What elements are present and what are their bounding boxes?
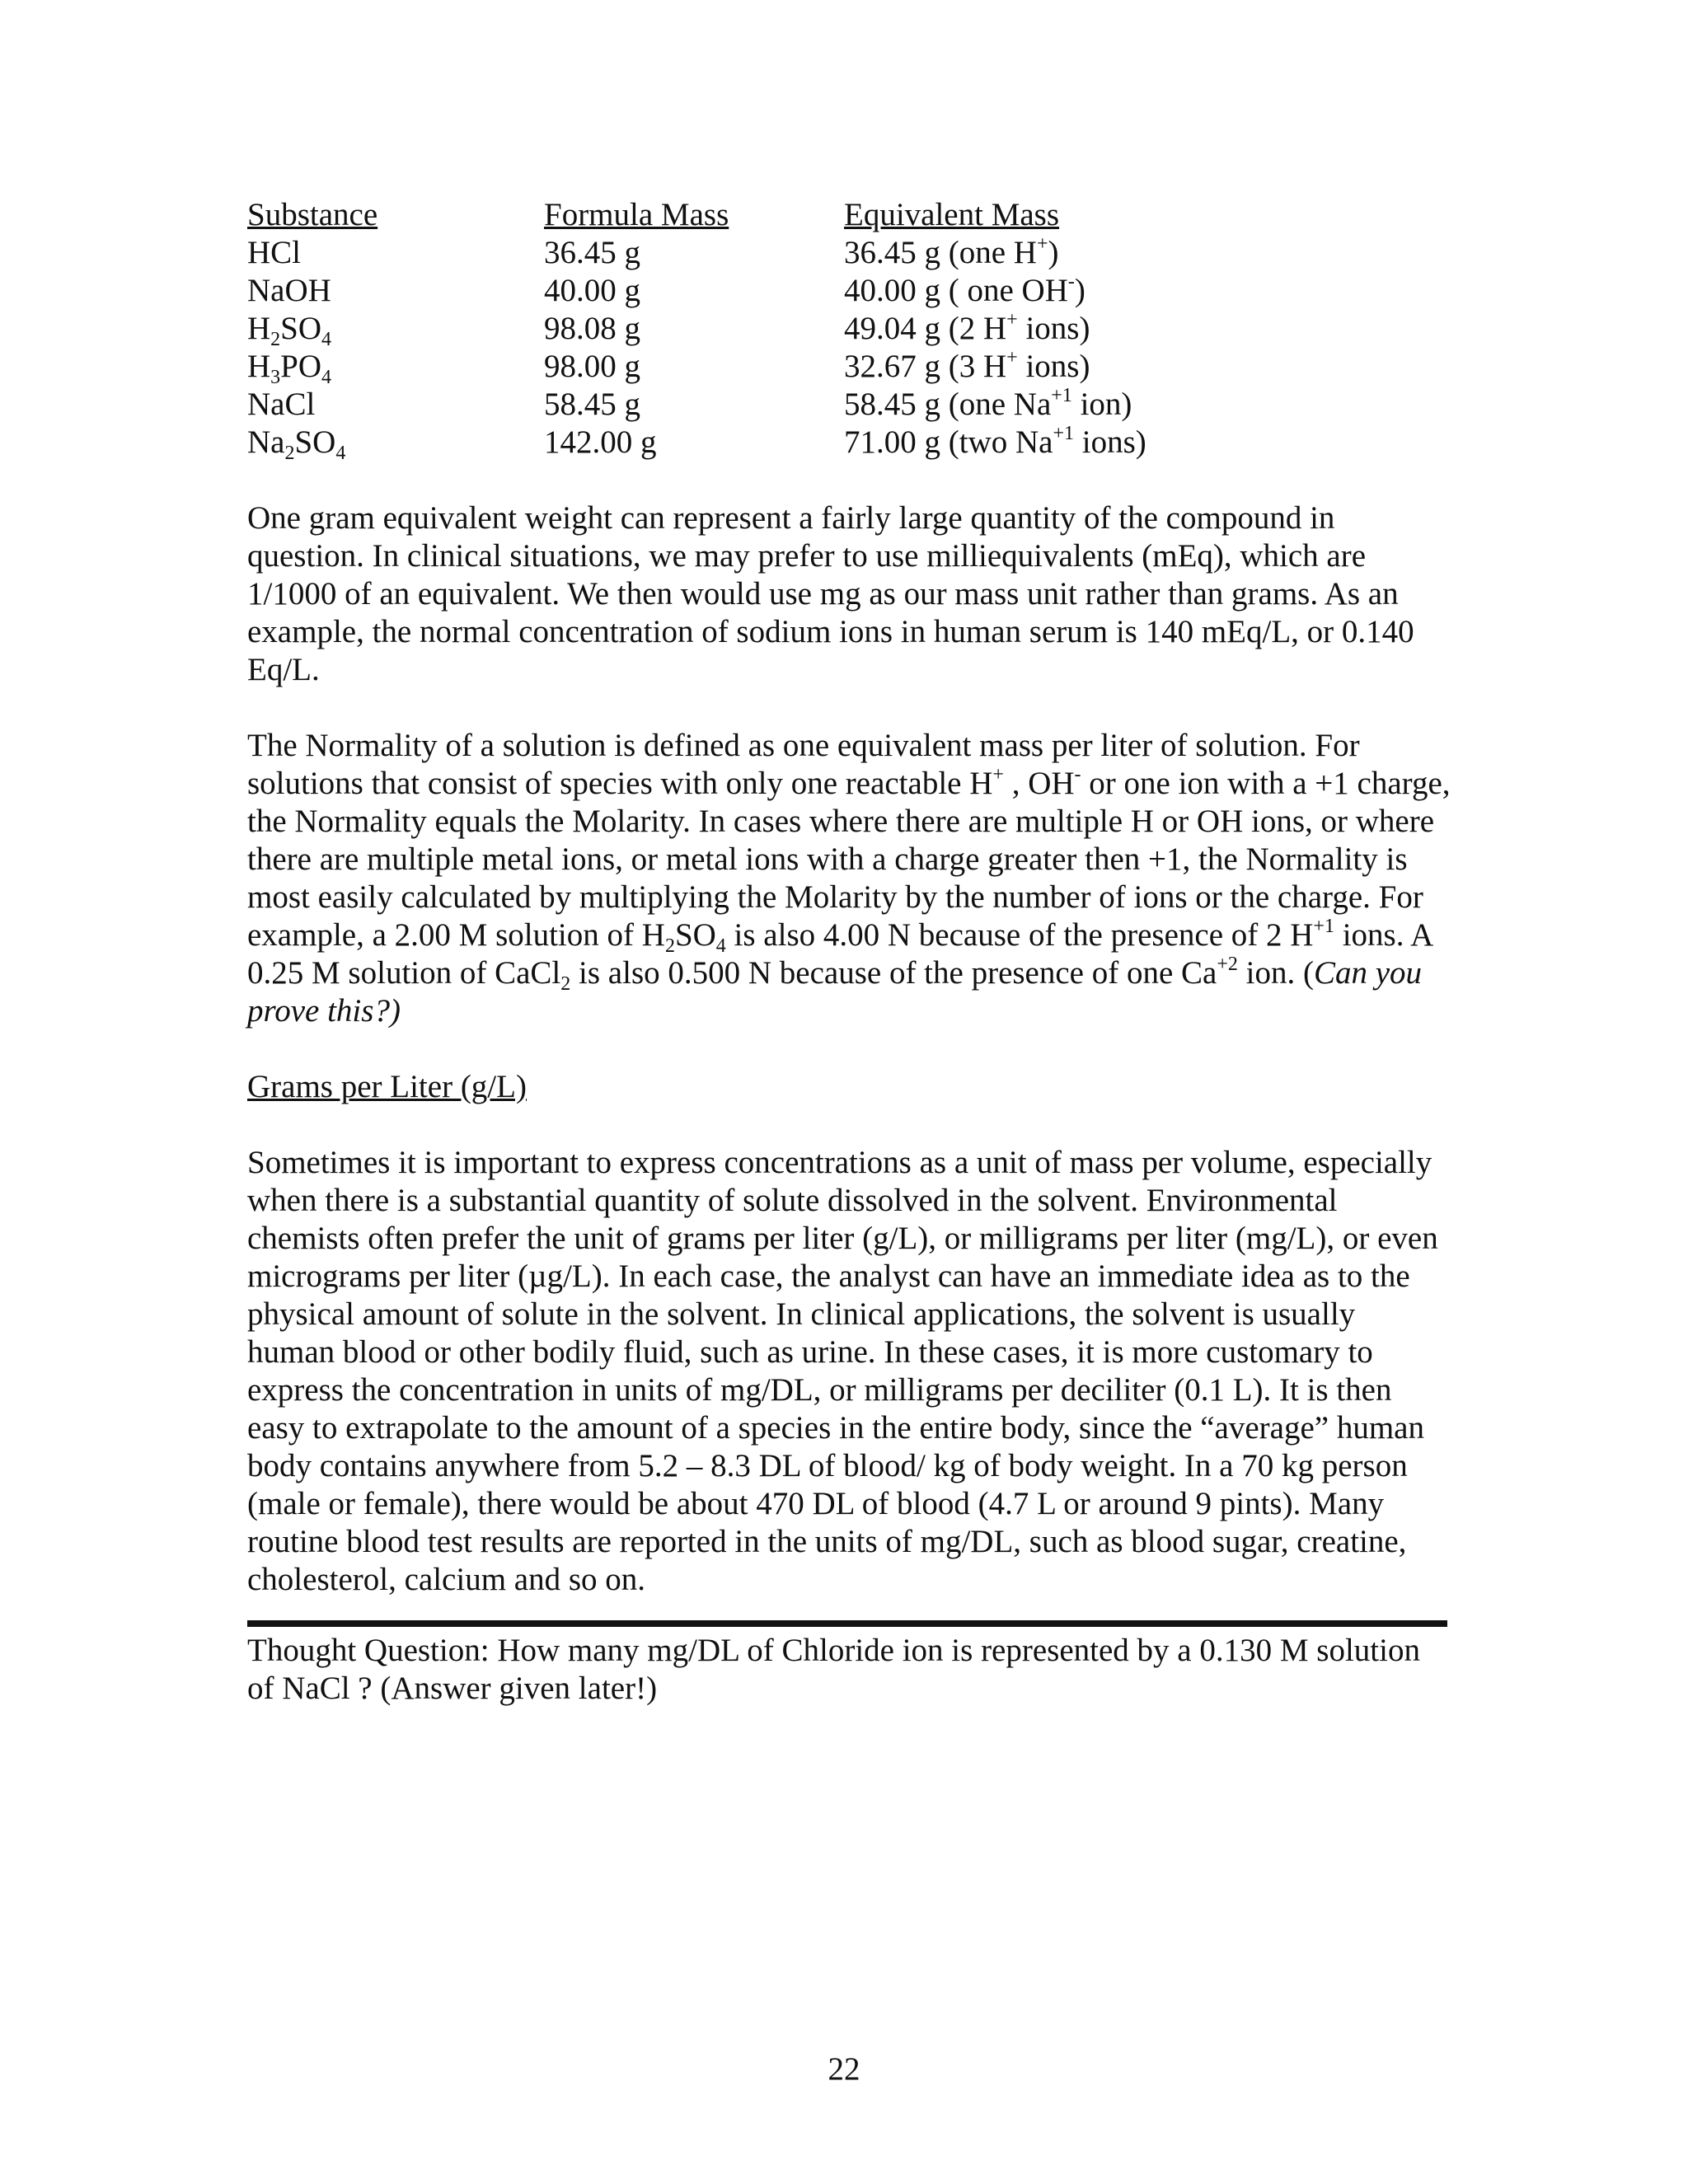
substance-cell: $H_2SO_4$ — [247, 311, 332, 350]
header-equivalent-mass: Equivalent Mass — [844, 197, 1060, 232]
thought-question: Thought Question: How many mg/DL of Chloride ion is represented by a 0.130 M solution of NaCl ? (Answer given later!) — [247, 1633, 1420, 1706]
table-row — [247, 234, 1146, 272]
equivalent-mass-cell: 71.00 g (two $Na^{+1}$ ions) — [844, 423, 1146, 460]
paragraph-milliequivalents: One gram equivalent weight can represent a fairly large quantity of the compound in question. In clinical situations, we may prefer to use milliequivalents (mEq), which are 1/1000 of an equivalent. We then would use mg as our mass unit rather than grams. As an example, the normal concentration of sodium ions in human serum is 140 mEq/L, or 0.140 Eq/L. — [247, 500, 1414, 687]
header-formula-mass: Formula Mass — [544, 197, 729, 232]
paragraph-grams-per-liter: Sometimes it is important to express concentrations as a unit of mass per volume, especially when there is a substantial quantity of solute dissolved in the solvent. Environmental chemists often prefer the unit of grams per liter (g/L), or milligrams per liter (mg/L), or even micrograms per liter (µg/L). In each case, the analyst can have an immediate idea as to the physical amount of solute in the solvent. In clinical applications, the solvent is usually human blood or other bodily fluid, such as urine. In these cases, it is more customary to express the concentration in units of mg/DL, or milligrams per deciliter (0.1 L). It is then easy to extrapolate to the amount of a species in the entire body, since the “average” human body contains anywhere from 5.2 – 8.3 DL of blood/ kg of body weight. In a 70 kg person (male or female), there would be about 470 DL of blood (4.7 L or around 9 pints). Many routine blood test results are reported in the units of mg/DL, such as blood sugar, creatine, cholesterol, calcium and so on. — [247, 1145, 1438, 1597]
table-row — [247, 310, 1146, 348]
equivalent-mass-cell: 49.04 g (2 H+ ions) — [844, 309, 1090, 346]
equivalent-mass-table — [247, 196, 1146, 462]
formula-mass-cell: 98.00 g — [544, 349, 640, 384]
equivalent-mass-cell: 58.45 g (one $Na^{+1}$ ion) — [844, 385, 1132, 422]
substance-cell: $Na_2SO_4$ — [247, 424, 346, 464]
formula-mass-cell: 40.00 g — [544, 273, 640, 308]
formula-mass-cell: 58.45 g — [544, 387, 640, 422]
substance-cell: $H_3PO_4$ — [247, 349, 332, 388]
table-row — [247, 272, 1146, 310]
formula-mass-cell: 98.08 g — [544, 311, 640, 346]
substance-cell: NaOH — [247, 273, 331, 308]
substance-cell: HCl — [247, 235, 302, 270]
document-page — [247, 196, 1451, 1708]
formula-mass-cell: 142.00 g — [544, 424, 657, 460]
header-substance: Substance — [247, 197, 378, 232]
table-row — [247, 424, 1146, 462]
substance-cell: NaCl — [247, 387, 316, 422]
equivalent-mass-cell: 32.67 g (3 H+ ions) — [844, 347, 1090, 384]
page-number: 22 — [828, 2051, 860, 2087]
paragraph-normality: The Normality of a solution is defined as one equivalent mass per liter of solution. For solutions that consist of species with only one reactable H+ , OH- or one ion with a +1 charge, the Normality equals the Molarity. In cases where there are multiple H or OH ions, or where there are multiple metal ions, or metal ions with a charge greater then +1, the Normality is most easily calculated by multiplying the Molarity by the number of ions or the charge. For example, a 2.00 M solution of $H_2SO_4$ is also 4.00 N because of the presence of 2 $H^{+1}$ ions. A 0.25 M solution of CaCl$_2$ is also 0.500 N because of the presence of one $Ca^{+2}$ ion. (Can you prove this?) — [247, 728, 1451, 1029]
equivalent-mass-cell: 36.45 g (one H+) — [844, 233, 1059, 270]
formula-mass-cell: 36.45 g — [544, 235, 640, 270]
table-header-row — [247, 196, 1146, 234]
table-row — [247, 386, 1146, 424]
equivalent-mass-cell: 40.00 g ( one OH-) — [844, 271, 1085, 308]
section-heading: Grams per Liter (g/L) — [247, 1069, 527, 1104]
table-row — [247, 348, 1146, 386]
italic-question: Can you prove this?) — [247, 955, 1423, 1029]
divider-rule — [247, 1620, 1447, 1627]
